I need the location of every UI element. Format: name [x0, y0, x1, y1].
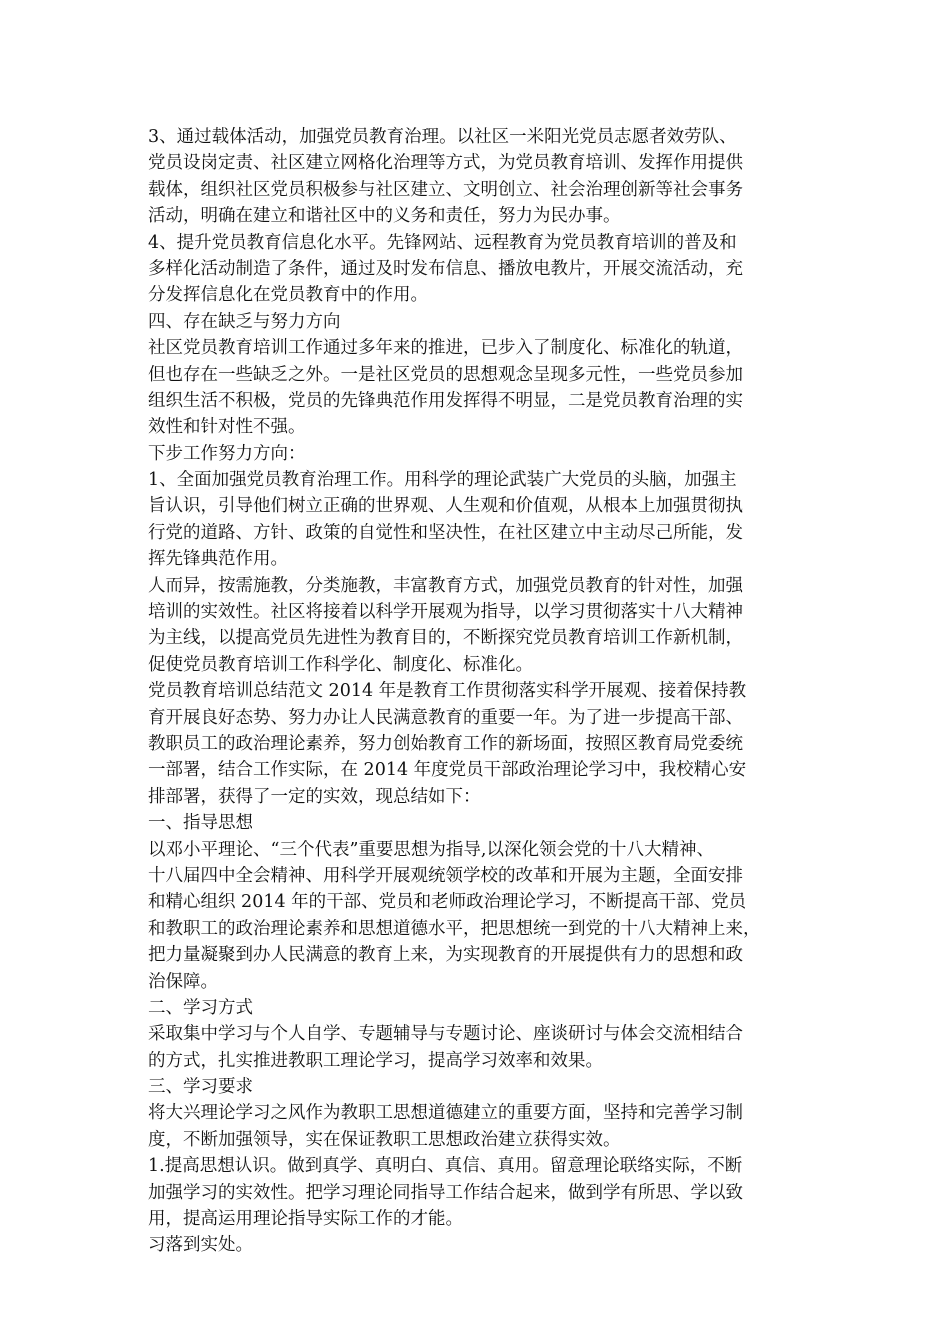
text-line: 党员设岗定责、社区建立网格化治理等方式，为党员教育培训、发挥作用提供: [148, 153, 743, 174]
text-line: 1.提高思想认识。做到真学、真明白、真信、真用。留意理论联络实际，不断: [148, 1156, 743, 1177]
text-line: 以邓小平理论、“三个代表”重要思想为指导,以深化领会党的十八大精神、: [148, 839, 714, 860]
text-line: 4、提升党员教育信息化水平。先锋网站、远程教育为党员教育培训的普及和: [148, 232, 737, 253]
section-heading: 三、学习要求: [148, 1077, 253, 1098]
text-line: 分发挥信息化在党员教育中的作用。: [148, 285, 428, 306]
text-line: 促使党员教育培训工作科学化、制度化、标准化。: [148, 654, 533, 675]
text-line: 采取集中学习与个人自学、专题辅导与专题讨论、座谈研讨与体会交流相结合: [148, 1024, 743, 1045]
section-heading: 一、指导思想: [148, 813, 253, 834]
text-line: 用，提高运用理论指导实际工作的才能。: [148, 1209, 463, 1230]
text-line: 组织生活不积极，党员的先锋典范作用发挥得不明显，二是党员教育治理的实: [148, 390, 743, 411]
section-heading: 四、存在缺乏与努力方向: [148, 311, 341, 332]
section-heading: 二、学习方式: [148, 997, 253, 1018]
text-line: 挥先锋典范作用。: [148, 549, 288, 570]
text-line: 把力量凝聚到办人民满意的教育上来，为实现教育的开展提供有力的思想和政: [148, 945, 743, 966]
text-line: 的方式，扎实推进教职工理论学习，提高学习效率和效果。: [148, 1050, 603, 1071]
text-line: 人而异，按需施教，分类施教，丰富教育方式，加强党员教育的针对性，加强: [148, 575, 743, 596]
text-line: 社区党员教育培训工作通过多年来的推进，已步入了制度化、标准化的轨道，: [148, 338, 743, 359]
text-line: 但也存在一些缺乏之外。一是社区党员的思想观念呈现多元性，一些党员参加: [148, 364, 743, 385]
text-line: 治保障。: [148, 971, 218, 992]
text-line: 旨认识，引导他们树立正确的世界观、人生观和价值观，从根本上加强贯彻执: [148, 496, 743, 517]
text-line: 为主线，以提高党员先进性为教育目的，不断探究党员教育培训工作新机制，: [148, 628, 743, 649]
text-line: 党员教育培训总结范文 2014 年是教育工作贯彻落实科学开展观、接着保持教: [148, 681, 747, 702]
text-line: 将大兴理论学习之风作为教职工思想道德建立的重要方面，坚持和完善学习制: [148, 1103, 743, 1124]
text-line: 排部署，获得了一定的实效，现总结如下：: [148, 786, 481, 807]
text-line: 行党的道路、方针、政策的自觉性和坚决性，在社区建立中主动尽己所能，发: [148, 522, 743, 543]
document-body: [148, 124, 812, 1259]
text-line: 下步工作努力方向：: [148, 443, 306, 464]
text-line: 育开展良好态势、努力办让人民满意教育的重要一年。为了进一步提高干部、: [148, 707, 743, 728]
text-line: 和精心组织 2014 年的干部、党员和老师政治理论学习，不断提高干部、党员: [148, 892, 747, 913]
text-line: 十八届四中全会精神、用科学开展观统领学校的改革和开展为主题，全面安排: [148, 865, 743, 886]
text-line: 一部署，结合工作实际，在 2014 年度党员干部政治理论学习中，我校精心安: [148, 760, 747, 781]
text-line: 习落到实处。: [148, 1235, 253, 1256]
text-line: 活动，明确在建立和谐社区中的义务和责任，努力为民办事。: [148, 206, 621, 227]
text-line: 度，不断加强领导，实在保证教职工思想政治建立获得实效。: [148, 1129, 621, 1150]
text-line: 培训的实效性。社区将接着以科学开展观为指导，以学习贯彻落实十八大精神: [148, 602, 743, 623]
text-line: 加强学习的实效性。把学习理论同指导工作结合起来，做到学有所思、学以致: [148, 1182, 743, 1203]
text-line: 载体，组织社区党员积极参与社区建立、文明创立、社会治理创新等社会事务: [148, 179, 743, 200]
text-line: 1、全面加强党员教育治理工作。用科学的理论武装广大党员的头脑，加强主: [148, 470, 737, 491]
text-line: 效性和针对性不强。: [148, 417, 306, 438]
text-line: 多样化活动制造了条件，通过及时发布信息、播放电教片，开展交流活动，充: [148, 258, 743, 279]
text-line: 3、通过载体活动，加强党员教育治理。以社区一米阳光党员志愿者效劳队、: [148, 127, 737, 147]
text-line: 教职员工的政治理论素养，努力创始教育工作的新场面，按照区教育局党委统: [148, 733, 743, 754]
text-line: 和教职工的政治理论素养和思想道德水平，把思想统一到党的十八大精神上来，: [148, 918, 761, 939]
